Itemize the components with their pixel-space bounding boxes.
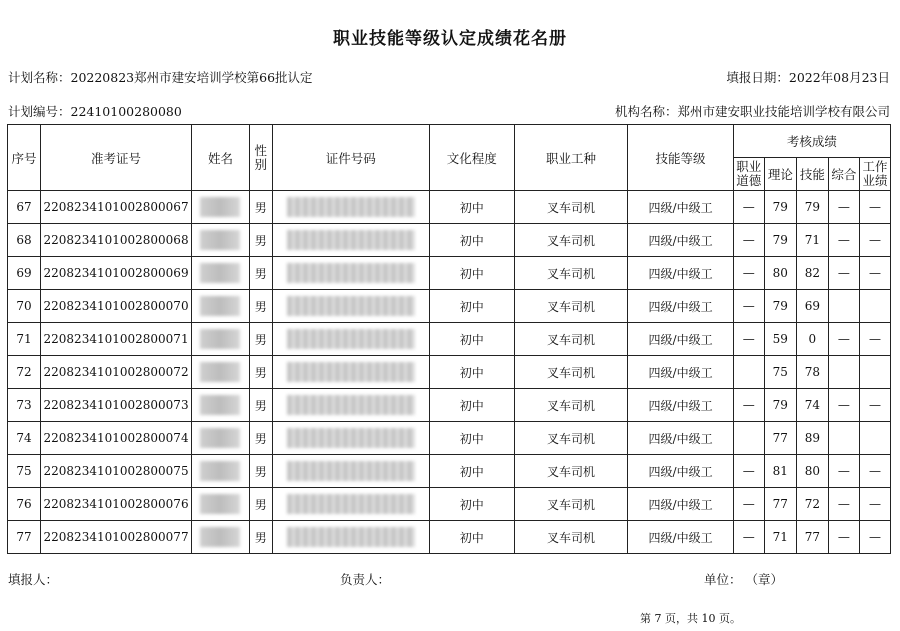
cell-occupation: 叉车司机 <box>514 356 628 389</box>
cell-skill-level: 四级/中级工 <box>628 521 733 554</box>
cell-skill-level: 四级/中级工 <box>628 356 733 389</box>
cell-gender: 男 <box>249 323 272 356</box>
redacted-id-number <box>287 494 415 514</box>
cell-moral: — <box>733 191 764 224</box>
cell-theory: 79 <box>764 290 796 323</box>
redacted-name <box>200 395 240 415</box>
cell-gender: 男 <box>249 422 272 455</box>
redacted-name <box>200 527 240 547</box>
cell-exam-no: 2208234101002800074 <box>41 422 192 455</box>
table-row <box>8 389 891 422</box>
cell-id-redacted <box>272 224 429 257</box>
cell-exam-no: 2208234101002800072 <box>41 356 192 389</box>
cell-theory: 77 <box>764 422 796 455</box>
cell-exam-no: 2208234101002800068 <box>41 224 192 257</box>
cell-occupation: 叉车司机 <box>514 257 628 290</box>
cell-exam-no: 2208234101002800075 <box>41 455 192 488</box>
cell-theory: 59 <box>764 323 796 356</box>
header-composite: 综合 <box>828 158 859 191</box>
cell-id-redacted <box>272 356 429 389</box>
cell-moral: — <box>733 488 764 521</box>
table-row <box>8 191 891 224</box>
cell-exam-no: 2208234101002800067 <box>41 191 192 224</box>
cell-composite: — <box>828 521 859 554</box>
cell-composite <box>828 422 859 455</box>
redacted-id-number <box>287 230 415 250</box>
cell-name-redacted <box>192 422 250 455</box>
document-title: 职业技能等级认定成绩花名册 <box>333 29 567 49</box>
cell-theory: 77 <box>764 488 796 521</box>
cell-theory: 79 <box>764 224 796 257</box>
redacted-name <box>200 329 240 349</box>
cell-exam-no: 2208234101002800076 <box>41 488 192 521</box>
redacted-name <box>200 296 240 316</box>
cell-education: 初中 <box>429 323 514 356</box>
header-id-no: 证件号码 <box>272 125 429 191</box>
redacted-id-number <box>287 395 415 415</box>
cell-exam-no: 2208234101002800070 <box>41 290 192 323</box>
cell-skill-level: 四级/中级工 <box>628 455 733 488</box>
cell-id-redacted <box>272 257 429 290</box>
cell-occupation: 叉车司机 <box>514 389 628 422</box>
redacted-name <box>200 263 240 283</box>
cell-skill: 79 <box>796 191 828 224</box>
cell-name-redacted <box>192 356 250 389</box>
cell-id-redacted <box>272 422 429 455</box>
cell-id-redacted <box>272 488 429 521</box>
cell-occupation: 叉车司机 <box>514 422 628 455</box>
header-skill-level: 技能等级 <box>628 125 733 191</box>
cell-exam-no: 2208234101002800077 <box>41 521 192 554</box>
cell-composite <box>828 290 859 323</box>
cell-education: 初中 <box>429 521 514 554</box>
cell-composite <box>828 356 859 389</box>
cell-occupation: 叉车司机 <box>514 323 628 356</box>
cell-education: 初中 <box>429 257 514 290</box>
score-roster-table <box>7 124 891 554</box>
redacted-id-number <box>287 197 415 217</box>
header-theory: 理论 <box>764 158 796 191</box>
cell-work: — <box>859 521 890 554</box>
cell-composite: — <box>828 488 859 521</box>
cell-seq: 73 <box>8 389 41 422</box>
cell-education: 初中 <box>429 224 514 257</box>
redacted-name <box>200 197 240 217</box>
cell-moral: — <box>733 521 764 554</box>
cell-theory: 81 <box>764 455 796 488</box>
redacted-name <box>200 494 240 514</box>
cell-theory: 80 <box>764 257 796 290</box>
cell-seq: 71 <box>8 323 41 356</box>
cell-exam-no: 2208234101002800073 <box>41 389 192 422</box>
cell-skill: 89 <box>796 422 828 455</box>
cell-name-redacted <box>192 191 250 224</box>
cell-id-redacted <box>272 323 429 356</box>
table-row <box>8 422 891 455</box>
cell-skill: 69 <box>796 290 828 323</box>
cell-id-redacted <box>272 191 429 224</box>
cell-gender: 男 <box>249 224 272 257</box>
cell-moral <box>733 422 764 455</box>
cell-name-redacted <box>192 521 250 554</box>
cell-gender: 男 <box>249 389 272 422</box>
page-number: 第 7 页，共 10 页。 <box>640 612 741 625</box>
plan-name: 计划名称：20220823郑州市建安培训学校第66批认定 <box>8 70 313 85</box>
cell-theory: 79 <box>764 389 796 422</box>
cell-composite: — <box>828 323 859 356</box>
header-skill: 技能 <box>796 158 828 191</box>
cell-composite: — <box>828 257 859 290</box>
organization-name: 机构名称：郑州市建安职业技能培训学校有限公司 <box>614 104 890 119</box>
table-row <box>8 323 891 356</box>
cell-gender: 男 <box>249 257 272 290</box>
cell-skill: 0 <box>796 323 828 356</box>
redacted-name <box>200 461 240 481</box>
header-gender: 性别 <box>249 125 272 191</box>
cell-name-redacted <box>192 290 250 323</box>
unit-seal-label: 单位： （章） <box>704 572 783 587</box>
cell-skill-level: 四级/中级工 <box>628 257 733 290</box>
redacted-id-number <box>287 461 415 481</box>
cell-occupation: 叉车司机 <box>514 455 628 488</box>
redacted-name <box>200 428 240 448</box>
cell-skill: 78 <box>796 356 828 389</box>
cell-skill: 82 <box>796 257 828 290</box>
cell-seq: 76 <box>8 488 41 521</box>
table-row <box>8 224 891 257</box>
table-row <box>8 455 891 488</box>
redacted-id-number <box>287 263 415 283</box>
plan-number: 计划编号：22410100280080 <box>8 104 182 119</box>
redacted-id-number <box>287 296 415 316</box>
cell-id-redacted <box>272 455 429 488</box>
cell-education: 初中 <box>429 290 514 323</box>
cell-education: 初中 <box>429 356 514 389</box>
redacted-id-number <box>287 329 415 349</box>
fill-date: 填报日期：2022年08月23日 <box>726 70 890 85</box>
cell-gender: 男 <box>249 191 272 224</box>
cell-skill-level: 四级/中级工 <box>628 323 733 356</box>
cell-seq: 74 <box>8 422 41 455</box>
redacted-id-number <box>287 428 415 448</box>
cell-education: 初中 <box>429 191 514 224</box>
cell-education: 初中 <box>429 488 514 521</box>
table-row <box>8 521 891 554</box>
cell-skill: 80 <box>796 455 828 488</box>
table-row <box>8 356 891 389</box>
header-occupation: 职业工种 <box>514 125 628 191</box>
redacted-name <box>200 362 240 382</box>
redacted-id-number <box>287 362 415 382</box>
cell-name-redacted <box>192 488 250 521</box>
cell-occupation: 叉车司机 <box>514 290 628 323</box>
cell-theory: 71 <box>764 521 796 554</box>
cell-gender: 男 <box>249 290 272 323</box>
cell-seq: 68 <box>8 224 41 257</box>
cell-education: 初中 <box>429 455 514 488</box>
manager-label: 负责人： <box>340 572 391 587</box>
cell-work <box>859 290 890 323</box>
header-seq: 序号 <box>8 125 41 191</box>
cell-skill: 74 <box>796 389 828 422</box>
header-exam-no: 准考证号 <box>41 125 192 191</box>
filler-label: 填报人： <box>8 572 59 587</box>
table-row <box>8 290 891 323</box>
header-moral: 职业道德 <box>733 158 764 191</box>
cell-work: — <box>859 389 890 422</box>
cell-gender: 男 <box>249 488 272 521</box>
cell-seq: 75 <box>8 455 41 488</box>
cell-work <box>859 356 890 389</box>
cell-skill: 77 <box>796 521 828 554</box>
cell-composite: — <box>828 389 859 422</box>
cell-gender: 男 <box>249 356 272 389</box>
cell-seq: 72 <box>8 356 41 389</box>
cell-name-redacted <box>192 455 250 488</box>
cell-gender: 男 <box>249 521 272 554</box>
cell-education: 初中 <box>429 389 514 422</box>
cell-id-redacted <box>272 290 429 323</box>
cell-moral: — <box>733 290 764 323</box>
header-scores-group: 考核成绩 <box>733 125 890 158</box>
cell-composite: — <box>828 191 859 224</box>
header-name: 姓名 <box>192 125 250 191</box>
cell-theory: 79 <box>764 191 796 224</box>
cell-id-redacted <box>272 521 429 554</box>
cell-skill-level: 四级/中级工 <box>628 422 733 455</box>
cell-work: — <box>859 323 890 356</box>
cell-seq: 77 <box>8 521 41 554</box>
cell-moral: — <box>733 389 764 422</box>
cell-name-redacted <box>192 224 250 257</box>
table-row <box>8 488 891 521</box>
cell-skill-level: 四级/中级工 <box>628 224 733 257</box>
cell-skill: 71 <box>796 224 828 257</box>
cell-moral: — <box>733 323 764 356</box>
cell-work: — <box>859 488 890 521</box>
cell-theory: 75 <box>764 356 796 389</box>
cell-id-redacted <box>272 389 429 422</box>
cell-moral: — <box>733 257 764 290</box>
cell-skill-level: 四级/中级工 <box>628 290 733 323</box>
cell-moral: — <box>733 455 764 488</box>
cell-seq: 67 <box>8 191 41 224</box>
cell-name-redacted <box>192 257 250 290</box>
cell-exam-no: 2208234101002800071 <box>41 323 192 356</box>
cell-education: 初中 <box>429 422 514 455</box>
cell-skill: 72 <box>796 488 828 521</box>
redacted-name <box>200 230 240 250</box>
cell-occupation: 叉车司机 <box>514 224 628 257</box>
cell-composite: — <box>828 224 859 257</box>
cell-occupation: 叉车司机 <box>514 191 628 224</box>
cell-work: — <box>859 455 890 488</box>
cell-name-redacted <box>192 323 250 356</box>
cell-skill-level: 四级/中级工 <box>628 488 733 521</box>
cell-composite: — <box>828 455 859 488</box>
cell-gender: 男 <box>249 455 272 488</box>
header-work: 工作业绩 <box>859 158 890 191</box>
cell-name-redacted <box>192 389 250 422</box>
cell-work: — <box>859 224 890 257</box>
cell-work: — <box>859 191 890 224</box>
cell-occupation: 叉车司机 <box>514 521 628 554</box>
redacted-id-number <box>287 527 415 547</box>
header-education: 文化程度 <box>429 125 514 191</box>
cell-work <box>859 422 890 455</box>
cell-occupation: 叉车司机 <box>514 488 628 521</box>
cell-moral: — <box>733 224 764 257</box>
cell-skill-level: 四级/中级工 <box>628 191 733 224</box>
cell-skill-level: 四级/中级工 <box>628 389 733 422</box>
cell-work: — <box>859 257 890 290</box>
cell-seq: 70 <box>8 290 41 323</box>
cell-exam-no: 2208234101002800069 <box>41 257 192 290</box>
table-row <box>8 257 891 290</box>
cell-moral <box>733 356 764 389</box>
cell-seq: 69 <box>8 257 41 290</box>
